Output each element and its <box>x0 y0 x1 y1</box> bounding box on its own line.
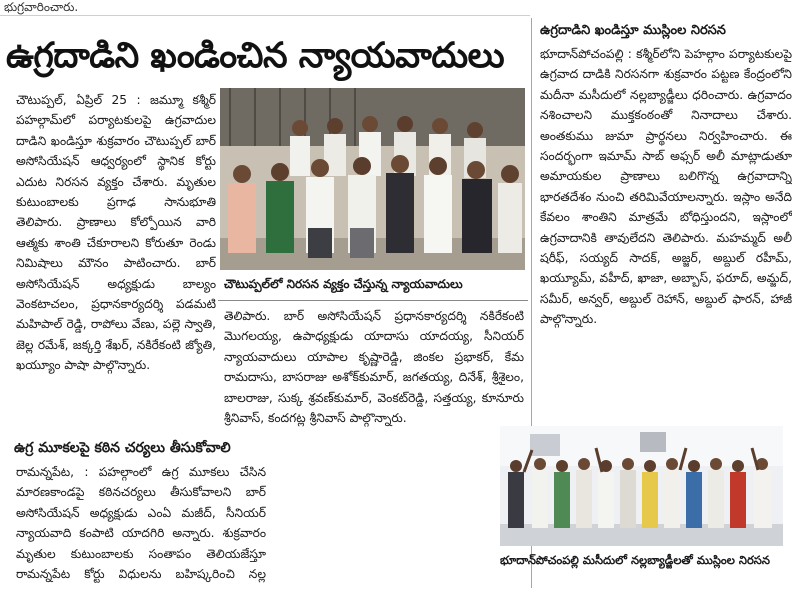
lead-story-paragraph: చౌటుప్పల్, ఏప్రిల్ 25 : జమ్మూ కశ్మీర్ పహల్గామ్‌లో పర్యాటకులపై ఉగ్రవాదుల దాడిని ఖండిస్తూ శుక్రవారం చౌటుప్పల్ బార్ అసోసియేషన్ ఆధ్వర్యంలో స్థానిక కోర్టు ఎదుట నిరసన వ్యక్తం చేశారు. మృతుల కుటుంబాలకు ప్రగాఢ సానుభూతి తెలిపారు. ప్రాణాలు కోల్పోయిన వారి ఆత్మకు శాంతి చేకూరాలని కోరుతూ రెండు నిమిషాలు మౌనం పాటించారు. బార్ అసోసియేషన్ అధ్యక్షుడు బాల్యం వెంకటాచలం, ప్రధానకార్యదర్శి పడమటి మహిపాల్ రెడ్డి, రాపోలు వేణు, పల్లె స్వాతి, జెల్ల రమేశ్, జక్కర్తి శేఖర్, నకిరేకంటి జ్యోతి, ఖయ్యూం పాషా పాల్గొన్నారు. <box>16 93 216 373</box>
second-story-text-continued <box>224 306 524 588</box>
second-story-subheading: ఉగ్ర మూకలపై కఠిన చర్యలు తీసుకోవాలి <box>14 440 231 456</box>
page-headline: ఉగ్రదాడిని ఖండించిన న్యాయవాదులు <box>6 36 505 76</box>
lead-story-text <box>16 90 216 450</box>
side-story-heading: ఉగ్రదాడిని ఖండిస్తూ ముస్లింల నిరసన <box>540 23 726 38</box>
side-story-text <box>540 44 792 424</box>
previous-article-fragment: భుగ్రవారించారు. <box>0 0 530 16</box>
mosque-group-illustration <box>500 426 783 546</box>
second-story-paragraph: రామన్నపేట, : పహల్గాంలో ఉగ్ర మూకలు చేసిన మారణకాండపై కఠినచర్యలు తీసుకోవాలని బార్ అసోసియేషన్ అధ్యక్షుడు ఎంఏ మజీద్, సీనియర్ న్యాయవాది కంపాటి యాదగిరి అన్నారు. శుక్రవారం మృతుల కుటుంబాలకు సంతాపం తెలియజేస్తూ రామన్నపేట కోర్టు విధులను బహిష్కరించి నల్ల <box>16 465 266 582</box>
second-story-paragraph-cont: తెలిపారు. బార్ అసోసియేషన్ ప్రధానకార్యదర్శి నకిరేకంటి మొగలయ్య, ఉపాధ్యక్షుడు యాదాసు యాదయ్య, సీనియర్ న్యాయవాదులు యాపాల కృష్ణారెడ్డి, జింకల ప్రభాకర్, కేమ రామదాసు, బాసరాజు అశోక్‌కుమార్, జగతయ్య, దినేశ్, శ్రీశైలం, బాలరాజు, సుక్క శ్రవణ్‌కుమార్, వెంకట్‌రెడ్డి, సత్తయ్య, కూనూరు శ్రీనివాస్, కందగట్ల శ్రీనివాస్ పాల్గొన్నారు. <box>224 309 524 426</box>
lawyers-group-illustration <box>220 88 525 270</box>
side-story-paragraph: భూదాన్‌పోచంపల్లి : కశ్మీర్‌లోని పెహల్గాం పర్యాటకులపై ఉగ్రవాద దాడికి నిరసనగా శుక్రవారం పట్టణ కేంద్రంలోని మదీనా మసీదులో నల్లబ్యాడ్జీలు ధరించారు. ఉగ్రవాదం నశించాలని ముక్తకంఠంతో నినాదాలు చేశారు. అంతకుము జుమా ప్రార్థనలు నిర్వహించారు. ఈ సందర్భంగా ఇమామ్ సాబ్ అఫ్సర్ అలీ మాట్లాడుతూ అమాయకుల ప్రాణాలు బలిగొన్న ఉగ్రవాదాన్ని భారతదేశం నుంచి తరిమివేయాలన్నారు. ఇస్లాం అనేది కేవలం శాంతిని మాత్రమే బోధిస్తుందని, ఇస్లాంలో ఉగ్రవాదానికి తావులేదని తెలిపారు. మహమ్మద్ అలీ షరీఫ్, సయ్యద్ సాదక్, అజ్జర్, అబ్దుల్ రహీమ్, ఖయ్యూమ్, వహీద్, ఖాజా, అబ్బాస్, ఫరూద్, అమ్జద్, సమీర్, అన్వర్, అబ్దుల్ రెహాన్, అబ్దుల్ ఫారన్, హాజీ పాల్గొన్నారు. <box>540 47 792 327</box>
caption-divider <box>218 300 528 301</box>
mosque-photo-caption: భూదాన్‌పోచంపల్లి మసీదులో నల్లబ్యాడ్జీలతో ముస్లింల నిరసన <box>500 553 770 567</box>
mosque-protest-photo <box>500 426 783 546</box>
lawyers-protest-photo <box>220 88 525 270</box>
lead-photo-caption: చౌటుప్పల్‌లో నిరసన వ్యక్తం చేస్తున్న న్యాయవాదులు <box>224 277 463 291</box>
